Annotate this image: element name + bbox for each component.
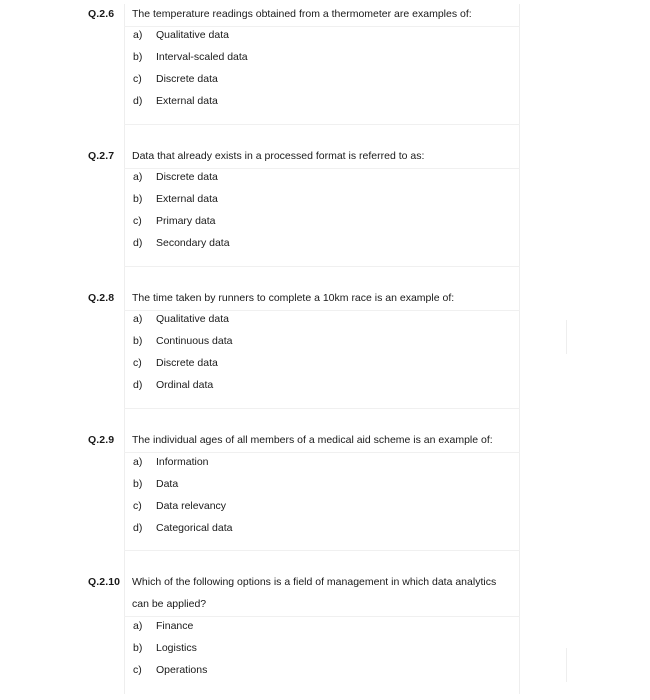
option-letter: c) bbox=[133, 500, 142, 512]
option-text: Qualitative data bbox=[156, 29, 229, 41]
option-text: Discrete data bbox=[156, 171, 218, 183]
option-letter: b) bbox=[133, 478, 143, 490]
option-text: Secondary data bbox=[156, 237, 230, 249]
option-letter: d) bbox=[133, 379, 143, 391]
option-text: Data bbox=[156, 478, 179, 490]
option-letter: b) bbox=[133, 193, 143, 205]
row-divider bbox=[124, 124, 520, 125]
question-number: Q.2.8 bbox=[88, 292, 115, 304]
row-divider bbox=[124, 616, 520, 617]
question-number: Q.2.10 bbox=[88, 576, 121, 588]
table-border-right bbox=[519, 4, 520, 694]
option-letter: c) bbox=[133, 215, 142, 227]
option-text: Primary data bbox=[156, 215, 216, 227]
question-text: The individual ages of all members of a medical aid scheme is an example of: bbox=[132, 434, 493, 446]
option-text: Information bbox=[156, 456, 209, 468]
row-divider bbox=[124, 550, 520, 551]
table-border-left bbox=[124, 4, 125, 694]
option-letter: b) bbox=[133, 642, 143, 654]
option-letter: a) bbox=[133, 620, 143, 632]
option-letter: b) bbox=[133, 335, 143, 347]
question-text: Data that already exists in a processed format is referred to as: bbox=[132, 150, 425, 162]
option-text: Data relevancy bbox=[156, 500, 227, 512]
option-text: Categorical data bbox=[156, 522, 233, 534]
question-number: Q.2.7 bbox=[88, 150, 115, 162]
option-text: Operations bbox=[156, 664, 208, 676]
option-text: Ordinal data bbox=[156, 379, 214, 391]
option-letter: d) bbox=[133, 95, 143, 107]
question-text: The time taken by runners to complete a 10km race is an example of: bbox=[132, 292, 455, 304]
option-text: Interval-scaled data bbox=[156, 51, 248, 63]
option-letter: c) bbox=[133, 357, 142, 369]
option-letter: a) bbox=[133, 313, 143, 325]
option-text: External data bbox=[156, 193, 218, 205]
option-text: Logistics bbox=[156, 642, 197, 654]
question-text: The temperature readings obtained from a thermometer are examples of: bbox=[132, 8, 472, 20]
table-border-far-right-2 bbox=[566, 648, 567, 682]
option-letter: a) bbox=[133, 171, 143, 183]
option-letter: a) bbox=[133, 456, 143, 468]
option-letter: c) bbox=[133, 664, 142, 676]
row-divider bbox=[124, 26, 520, 27]
row-divider bbox=[124, 452, 520, 453]
option-letter: d) bbox=[133, 237, 143, 249]
row-divider bbox=[124, 310, 520, 311]
question-text-line-2: can be applied? bbox=[132, 598, 207, 610]
option-letter: b) bbox=[133, 51, 143, 63]
option-text: Continuous data bbox=[156, 335, 233, 347]
option-letter: a) bbox=[133, 29, 143, 41]
table-border-far-right bbox=[566, 320, 567, 354]
option-text: Discrete data bbox=[156, 357, 218, 369]
option-letter: d) bbox=[133, 522, 143, 534]
option-text: Discrete data bbox=[156, 73, 218, 85]
row-divider bbox=[124, 168, 520, 169]
row-divider bbox=[124, 408, 520, 409]
option-text: Finance bbox=[156, 620, 194, 632]
option-text: Qualitative data bbox=[156, 313, 229, 325]
option-letter: c) bbox=[133, 73, 142, 85]
question-number: Q.2.9 bbox=[88, 434, 115, 446]
option-text: External data bbox=[156, 95, 218, 107]
row-divider bbox=[124, 266, 520, 267]
question-number: Q.2.6 bbox=[88, 8, 115, 20]
question-text-line-1: Which of the following options is a field of management in which data analytics bbox=[132, 576, 497, 588]
